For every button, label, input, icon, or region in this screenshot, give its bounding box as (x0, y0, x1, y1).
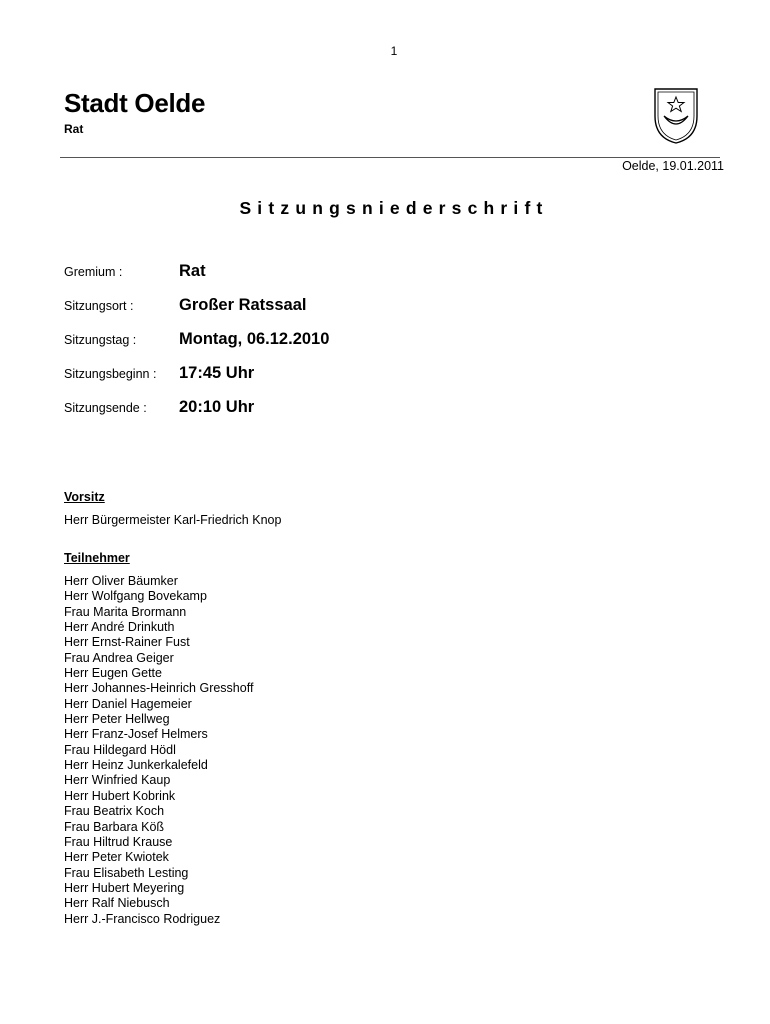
participant-name: Herr Johannes-Heinrich Gresshoff (64, 681, 254, 696)
participant-name: Frau Marita Brormann (64, 604, 187, 619)
participant-name: Herr Ralf Niebusch (64, 896, 170, 911)
detail-row-date (64, 330, 664, 364)
participant-name: Herr Ernst-Rainer Fust (64, 635, 190, 650)
participant-name: Herr Peter Hellweg (64, 712, 170, 727)
detail-row-start (64, 364, 664, 398)
detail-row-committee (64, 262, 664, 296)
detail-row-end (64, 398, 664, 432)
detail-label: Sitzungstag : (64, 333, 137, 347)
participant-name: Herr Hubert Meyering (64, 880, 185, 895)
participant-name: Herr Daniel Hagemeier (64, 696, 192, 711)
participant-name: Herr Franz-Josef Helmers (64, 727, 208, 742)
organization-name: Stadt Oelde (64, 88, 206, 118)
participants-list (64, 574, 253, 927)
participant-name: Frau Elisabeth Lesting (64, 865, 189, 880)
participant-name: Herr J.-Francisco Rodriguez (64, 911, 221, 926)
participant-name: Frau Beatrix Koch (64, 804, 165, 819)
participant-name: Herr Oliver Bäumker (64, 574, 178, 588)
participant-name: Herr Heinz Junkerkalefeld (64, 758, 208, 773)
organization-body: Rat (64, 122, 84, 136)
chair-heading: Vorsitz (64, 490, 105, 504)
detail-label: Gremium : (64, 265, 123, 279)
detail-label: Sitzungsende : (64, 401, 147, 415)
participant-name: Frau Hiltrud Krause (64, 834, 173, 849)
participant-name: Herr Winfried Kaup (64, 773, 171, 788)
detail-label: Sitzungsbeginn : (64, 367, 157, 381)
participant-name: Frau Andrea Geiger (64, 650, 174, 665)
participant-name: Herr Eugen Gette (64, 666, 162, 681)
participant-name: Frau Barbara Köß (64, 819, 165, 834)
detail-value: Rat (179, 262, 206, 280)
participant-name: Herr Wolfgang Bovekamp (64, 589, 207, 604)
detail-value: 20:10 Uhr (179, 398, 255, 416)
participant-name: Herr André Drinkuth (64, 620, 175, 635)
participants-heading: Teilnehmer (64, 551, 130, 565)
detail-label: Sitzungsort : (64, 299, 134, 313)
header-divider (60, 157, 720, 158)
chair-name: Herr Bürgermeister Karl-Friedrich Knop (64, 513, 282, 527)
detail-value: 17:45 Uhr (179, 364, 255, 382)
document-date: Oelde, 19.01.2011 (622, 159, 724, 173)
detail-value: Großer Ratssaal (179, 296, 307, 314)
document-title: Sitzungsniederschrift (239, 198, 549, 218)
participant-name: Frau Hildegard Hödl (64, 742, 176, 757)
participant-name: Herr Peter Kwiotek (64, 850, 169, 865)
page-number: 1 (390, 44, 398, 58)
participant-name: Herr Hubert Kobrink (64, 788, 176, 803)
detail-row-location (64, 296, 664, 330)
session-details (64, 262, 664, 432)
coat-of-arms-icon (650, 86, 702, 146)
detail-value: Montag, 06.12.2010 (179, 330, 330, 348)
